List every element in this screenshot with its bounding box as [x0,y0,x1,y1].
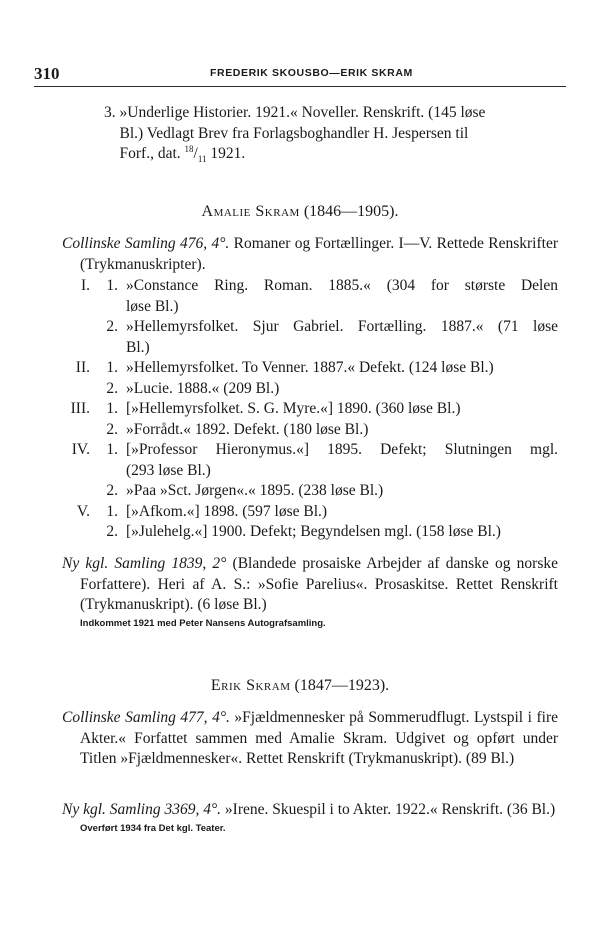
entry-number: 1. [106,441,118,458]
entry-line: [»Hellemyrsfolket. S. G. Myre.«] 1890. (360 løse Bl.) [126,400,461,417]
entry-line: »Paa »Sct. Jørgen«.« 1895. (238 løse Bl.) [126,482,384,499]
collection-desc: »Fjældmennesker på Sommerudflugt. Lystspil i fire Akter.« Forfattet sammen med Amalie Skram. Udgivet og opført under Titlen »Fjældmennesker«. Rettet Renskrift (Trykmanuskript). (89 Bl.) [80,709,558,767]
author-name: Erik Skram [210,677,291,694]
author-years: (1847—1923). [294,677,390,694]
erik-collection-entry [62,708,558,770]
volume-numeral: V. [76,502,90,520]
entry-number: 2. [106,379,118,397]
item-line: »Underlige Historier. 1921.« Noveller. Renskrift. (145 løse [119,104,486,121]
volume-list [62,276,558,543]
author-name: Amalie Skram [201,203,300,220]
collection-ref: Ny kgl. Samling 1839, 2° [62,555,227,572]
entry-number: 1. [106,277,118,294]
provenance-note: Indkommet 1921 med Peter Nansens Autografsamling. [80,617,326,629]
entry-line: [»Afkom.«] 1898. (597 løse Bl.) [126,502,328,520]
entry-line: »Hellemyrsfolket. Sjur Gabriel. Fortælling. 1887.« (71 løse [126,318,558,335]
erik-ny-samling-entry [62,800,558,835]
volume-entry [62,420,558,441]
volume-entry [62,440,558,481]
entry-line: (293 løse Bl.) [126,461,211,479]
volume-numeral: III. [70,400,90,417]
entry-number: 2. [106,482,118,499]
volume-entry [62,379,558,400]
entry-line: [»Julehelg.«] 1900. Defekt; Begyndelsen mgl. (158 løse Bl.) [126,523,501,540]
header-rule [34,86,566,87]
collection-desc: Romaner og Fortællinger. I—V. Rettede Renskrifter (Trykmanuskripter). [80,235,558,273]
collection-desc: »Irene. Skuespil i to Akter. 1922.« Renskrift. (36 Bl.) [221,801,556,818]
entry-line: »Constance Ring. Roman. 1885.« (304 for største Delen [126,277,558,294]
skousbo-item-3 [104,103,566,165]
volume-entry [62,399,558,420]
author-years: (1846—1905). [303,203,399,220]
volume-entry [62,481,558,502]
volume-entry [62,317,558,358]
collection-ref: Ny kgl. Samling 3369, 4°. [62,801,222,818]
entry-line: »Forrådt.« 1892. Defekt. (180 løse Bl.) [126,420,369,438]
volume-numeral [62,317,90,358]
date-month: 11 [197,154,207,165]
volume-numeral [62,379,90,400]
running-title: FREDERIK SKOUSBO—ERIK SKRAM [210,67,413,79]
entry-number: 1. [106,359,118,376]
volume-numeral [62,481,90,502]
entry-line: [»Professor Hieronymus.«] 1895. Defekt; Slutningen mgl. [126,441,558,458]
entry-line: »Hellemyrsfolket. To Venner. 1887.« Defekt. (124 løse Bl.) [126,359,494,376]
volume-entry [62,522,558,543]
date-day: 18 [184,143,194,154]
collection-ref: Collinske Samling 476, 4°. [62,235,230,252]
amalie-collection-entry [62,234,558,275]
entry-number: 2. [106,523,118,540]
provenance-note: Overført 1934 fra Det kgl. Teater. [80,822,226,834]
volume-numeral [62,420,90,441]
author-heading-amalie [0,203,600,221]
volume-entry [62,276,558,317]
item-number: 3. [104,104,116,121]
item-line: Bl.) Vedlagt Brev fra Forlagsboghandler H. Jespersen til [119,124,469,142]
entry-number: 1. [106,502,118,520]
page-number: 310 [34,64,60,83]
volume-numeral: I. [80,277,90,294]
amalie-ny-samling-entry [62,554,558,630]
volume-numeral: II. [75,359,90,376]
volume-entry [62,502,558,523]
collection-desc: (Blandede prosaiske Arbejder af danske og norske Forfattere). Heri af A. S.: »Sofie Parelius«. Prosaskitse. Rettet Renskrift (Trykmanuskript). (6 løse Bl.) [80,555,558,613]
volume-numeral [62,522,90,543]
volume-entry [62,358,558,379]
collection-ref: Collinske Samling 477, 4°. [62,709,230,726]
item-line: Forf., dat. $^{18}/_{11}$ 1921. [119,143,246,165]
entry-number: 2. [106,318,118,335]
entry-number: 2. [106,420,118,438]
volume-numeral: IV. [71,441,90,458]
running-head [34,64,564,82]
entry-number: 1. [106,400,118,417]
entry-line: »Lucie. 1888.« (209 Bl.) [126,379,280,397]
entry-line: løse Bl.) [126,297,179,315]
entry-line: Bl.) [126,338,150,356]
author-heading-erik [0,677,600,695]
